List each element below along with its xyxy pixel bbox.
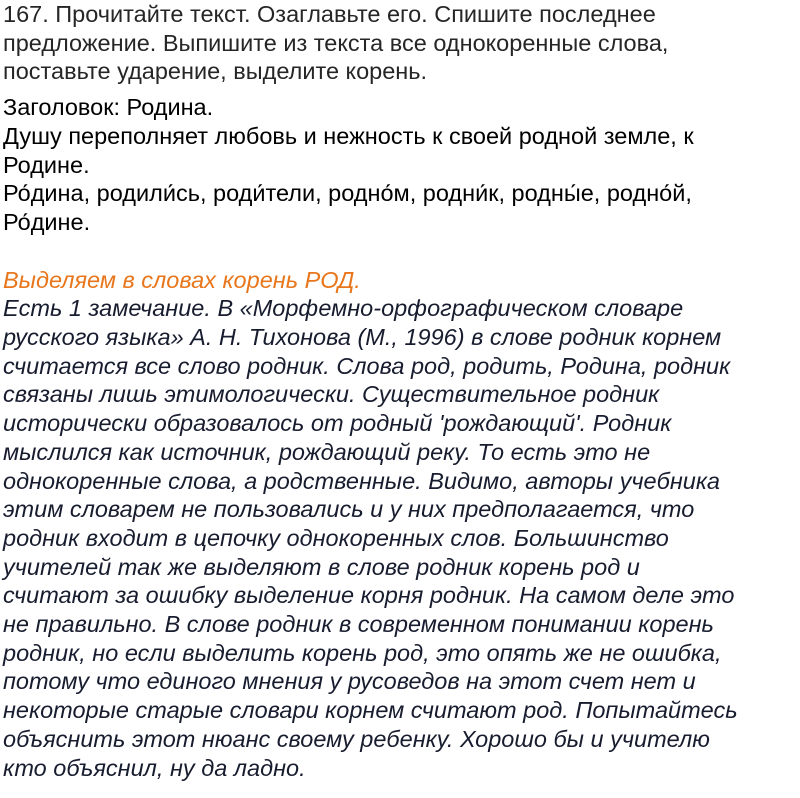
- note-line: считается все слово родник. Слова род, родить, Родина, родник: [3, 352, 731, 379]
- answer-words-line: Ро́дина, родили́сь, роди́тели, родно́м, родни́к, родны́е, родно́й,: [3, 180, 692, 207]
- answer-sentence-line: Родине.: [3, 151, 90, 178]
- note-line: этим словарем не пользовались и у них предполагается, что: [3, 496, 695, 523]
- section-gap: [3, 237, 797, 266]
- note-line: однокоренные слова, а родственные. Видимо, авторы учебника: [3, 467, 720, 494]
- task-line: предложение. Выпишите из текста все однокоренные слова,: [3, 29, 669, 56]
- note-line: исторически образовалось от родный 'рождающий'. Родник: [3, 410, 672, 437]
- task-statement: [3, 0, 797, 86]
- note-heading: Выделяем в словах корень РОД.: [3, 266, 361, 293]
- answer-sentence-line: Душу переполняет любовь и нежность к своей родной земле, к: [3, 122, 694, 149]
- answer-title-line: Заголовок: Родина.: [3, 94, 214, 121]
- note-line: Есть 1 замечание. В «Морфемно-орфографическом словаре: [3, 295, 684, 322]
- note-line: русского языка» А. Н. Тихонова (М., 1996) в слове родник корнем: [3, 324, 722, 351]
- note-line: некоторые старые словари корнем считают род. Попытайтесь: [3, 697, 738, 724]
- teacher-note: [3, 266, 797, 783]
- answer-block: [3, 93, 797, 237]
- note-line: родник, но если выделить корень род, это опять же не ошибка,: [3, 639, 722, 666]
- task-line: поставьте ударение, выделите корень.: [3, 58, 428, 85]
- note-line: потому что единого мнения у русоведов на этот счет нет и: [3, 668, 696, 695]
- note-line: мыслился как источник, рождающий реку. То есть это не: [3, 438, 651, 465]
- note-line: кто объяснил, ну да ладно.: [3, 754, 306, 781]
- note-line: не правильно. В слове родник в современном понимании корень: [3, 611, 714, 638]
- note-line: учителей так же выделяют в слове родник корень род и: [3, 553, 640, 580]
- task-line: 167. Прочитайте текст. Озаглавьте его. Спишите последнее: [3, 1, 656, 27]
- note-line: родник входит в цепочку однокоренных слов. Большинство: [3, 524, 669, 551]
- document-page: [3, 0, 797, 782]
- note-line: считают за ошибку выделение корня родник. На самом деле это: [3, 582, 735, 609]
- note-line: связаны лишь этимологически. Существительное родник: [3, 381, 660, 408]
- answer-words-line: Ро́дине.: [3, 208, 91, 235]
- note-line: объяснить этот нюанс своему ребенку. Хорошо бы и учителю: [3, 725, 710, 752]
